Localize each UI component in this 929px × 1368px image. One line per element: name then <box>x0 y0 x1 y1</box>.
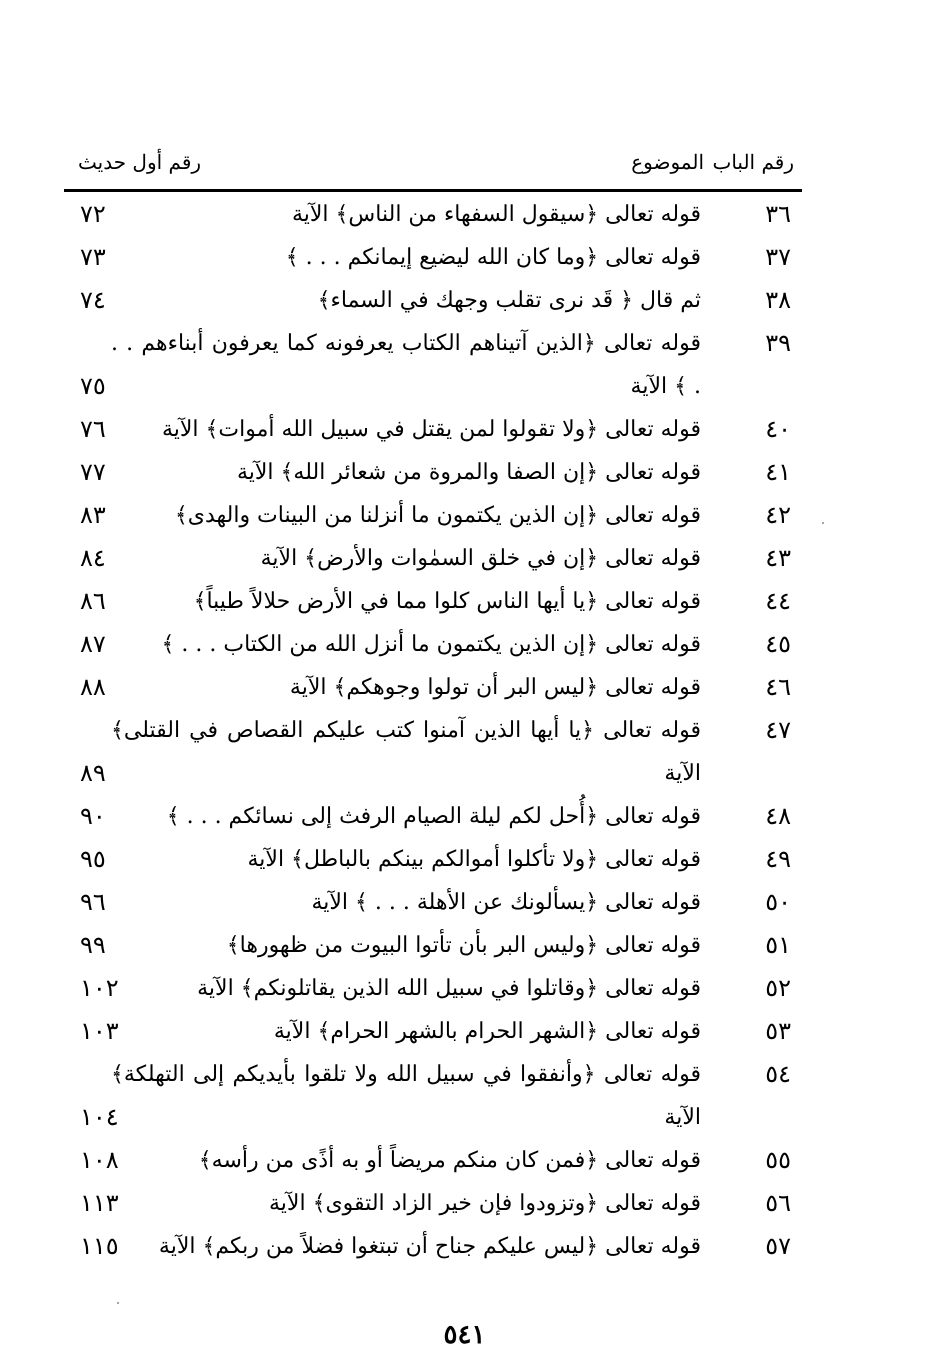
chapter-topic: قوله تعالى ﴿وقاتلوا في سبيل الله الذين يقاتلونكم﴾ الآية <box>197 976 701 1001</box>
chapter-topic: قوله تعالى ﴿يا أيها الناس كلوا مما في الأرض حلالاً طيباً﴾ <box>193 589 701 614</box>
chapter-number: ٣٦ <box>765 200 791 228</box>
chapter-topic: قوله تعالى ﴿إن الذين يكتمون ما أنزلنا من البينات والهدى﴾ <box>174 503 701 528</box>
chapter-topic: قوله تعالى ﴿الذين آتيناهم الكتاب يعرفونه كما يعرفون أبناءهم . . . ﴾ الآية <box>111 331 701 399</box>
first-hadith-number: ٧٢ <box>80 200 106 228</box>
chapter-number: ٤٢ <box>765 501 791 529</box>
first-hadith-number: ٨٤ <box>80 544 106 572</box>
chapter-topic: قوله تعالى ﴿إن في خلق السمٰوات والأرض﴾ الآية <box>260 546 701 571</box>
table-header <box>0 150 929 186</box>
first-hadith-number: ٨٦ <box>80 587 106 615</box>
scan-speck <box>822 522 824 524</box>
scan-speck <box>117 1302 119 1304</box>
chapter-topic: قوله تعالى ﴿وليس البر بأن تأتوا البيوت من ظهورها﴾ <box>226 933 701 958</box>
chapter-number: ٥٢ <box>765 974 791 1002</box>
chapter-topic: قوله تعالى ﴿أُحل لكم ليلة الصيام الرفث إلى نسائكم . . . ﴾ <box>166 804 701 829</box>
chapter-number: ٥١ <box>765 931 791 959</box>
chapter-topic: قوله تعالى ﴿وما كان الله ليضيع إيمانكم . . . ﴾ <box>285 245 701 270</box>
first-hadith-number: ٩٩ <box>80 931 106 959</box>
chapter-topic: ثم قال ﴿ قَد نرى تقلب وجهك في السماء﴾ <box>317 288 701 313</box>
page-number: ٥٤١ <box>443 1320 486 1350</box>
first-hadith-number: ٨٩ <box>80 759 106 787</box>
chapter-number: ٥٠ <box>765 888 791 916</box>
chapter-topic: قوله تعالى ﴿سيقول السفهاء من الناس﴾ الآية <box>291 202 701 227</box>
table-row <box>0 669 929 712</box>
table-row <box>0 583 929 626</box>
first-hadith-number: ١١٥ <box>80 1232 119 1260</box>
first-hadith-number: ٩٥ <box>80 845 106 873</box>
chapter-number: ٥٤ <box>765 1060 791 1088</box>
chapter-number: ٤٩ <box>765 845 791 873</box>
first-hadith-number: ١٠٢ <box>80 974 119 1002</box>
header-chapter-number: رقم الباب <box>712 150 794 174</box>
chapter-topic: قوله تعالى ﴿فمن كان منكم مريضاً أو به أذًى من رأسه﴾ <box>198 1148 701 1173</box>
chapter-topic: قوله تعالى ﴿وتزودوا فإن خير الزاد التقوى﴾ الآية <box>269 1191 701 1216</box>
chapter-number: ٤٨ <box>765 802 791 830</box>
chapter-number: ٤٥ <box>765 630 791 658</box>
first-hadith-number: ١١٣ <box>80 1189 119 1217</box>
chapter-number: ٥٥ <box>765 1146 791 1174</box>
first-hadith-number: ٩٠ <box>80 802 106 830</box>
chapter-number: ٤٤ <box>765 587 791 615</box>
chapter-number: ٤١ <box>765 458 791 486</box>
table-row <box>0 497 929 540</box>
table-row <box>0 798 929 841</box>
first-hadith-number: ٧٤ <box>80 286 106 314</box>
table-row <box>0 712 929 798</box>
chapter-topic: قوله تعالى ﴿ولا تأكلوا أموالكم بينكم بالباطل﴾ الآية <box>247 847 701 872</box>
table-row <box>0 239 929 282</box>
first-hadith-number: ١٠٤ <box>80 1103 119 1131</box>
chapter-number: ٥٧ <box>765 1232 791 1260</box>
first-hadith-number: ١٠٨ <box>80 1146 119 1174</box>
first-hadith-number: ٨٧ <box>80 630 106 658</box>
first-hadith-number: ٨٣ <box>80 501 106 529</box>
first-hadith-number: ٧٧ <box>80 458 106 486</box>
table-row <box>0 884 929 927</box>
index-table <box>0 196 929 1271</box>
chapter-number: ٣٨ <box>765 286 791 314</box>
table-row <box>0 1228 929 1271</box>
chapter-topic: قوله تعالى ﴿إن الصفا والمروة من شعائر الله﴾ الآية <box>236 460 701 485</box>
chapter-topic: قوله تعالى ﴿يسألونك عن الأهلة . . . ﴾ الآية <box>311 890 701 915</box>
chapter-number: ٤٠ <box>765 415 791 443</box>
table-row <box>0 411 929 454</box>
table-row <box>0 540 929 583</box>
header-first-hadith: رقم أول حديث <box>78 150 202 174</box>
chapter-topic: قوله تعالى ﴿إن الذين يكتمون ما أنزل الله من الكتاب . . . ﴾ <box>161 632 701 657</box>
chapter-number: ٤٦ <box>765 673 791 701</box>
chapter-topic: قوله تعالى ﴿وأنفقوا في سبيل الله ولا تلقوا بأيديكم إلى التهلكة﴾ الآية <box>111 1062 701 1130</box>
chapter-topic: قوله تعالى ﴿ليس عليكم جناح أن تبتغوا فضلاً من ربكم﴾ الآية <box>158 1234 701 1259</box>
chapter-topic: قوله تعالى ﴿ليس البر أن تولوا وجوهكم﴾ الآية <box>289 675 701 700</box>
chapter-number: ٤٧ <box>765 716 791 744</box>
header-divider <box>64 189 802 192</box>
chapter-number: ٣٩ <box>765 329 791 357</box>
table-row <box>0 1013 929 1056</box>
chapter-topic: قوله تعالى ﴿ولا تقولوا لمن يقتل في سبيل الله أموات﴾ الآية <box>161 417 701 442</box>
chapter-number: ٤٣ <box>765 544 791 572</box>
chapter-topic: قوله تعالى ﴿يا أيها الذين آمنوا كتب عليكم القصاص في القتلى﴾ الآية <box>111 718 701 786</box>
table-row <box>0 196 929 239</box>
table-row <box>0 626 929 669</box>
table-row <box>0 1056 929 1142</box>
table-row <box>0 282 929 325</box>
table-row <box>0 1142 929 1185</box>
chapter-number: ٥٣ <box>765 1017 791 1045</box>
first-hadith-number: ٧٣ <box>80 243 106 271</box>
chapter-number: ٥٦ <box>765 1189 791 1217</box>
chapter-number: ٣٧ <box>765 243 791 271</box>
first-hadith-number: ١٠٣ <box>80 1017 119 1045</box>
first-hadith-number: ٩٦ <box>80 888 106 916</box>
table-row <box>0 970 929 1013</box>
table-row <box>0 841 929 884</box>
table-row <box>0 927 929 970</box>
first-hadith-number: ٧٦ <box>80 415 106 443</box>
table-row <box>0 454 929 497</box>
first-hadith-number: ٧٥ <box>80 372 106 400</box>
table-row <box>0 1185 929 1228</box>
table-row <box>0 325 929 411</box>
header-topic: الموضوع <box>631 150 704 174</box>
first-hadith-number: ٨٨ <box>80 673 106 701</box>
chapter-topic: قوله تعالى ﴿الشهر الحرام بالشهر الحرام﴾ الآية <box>273 1019 701 1044</box>
